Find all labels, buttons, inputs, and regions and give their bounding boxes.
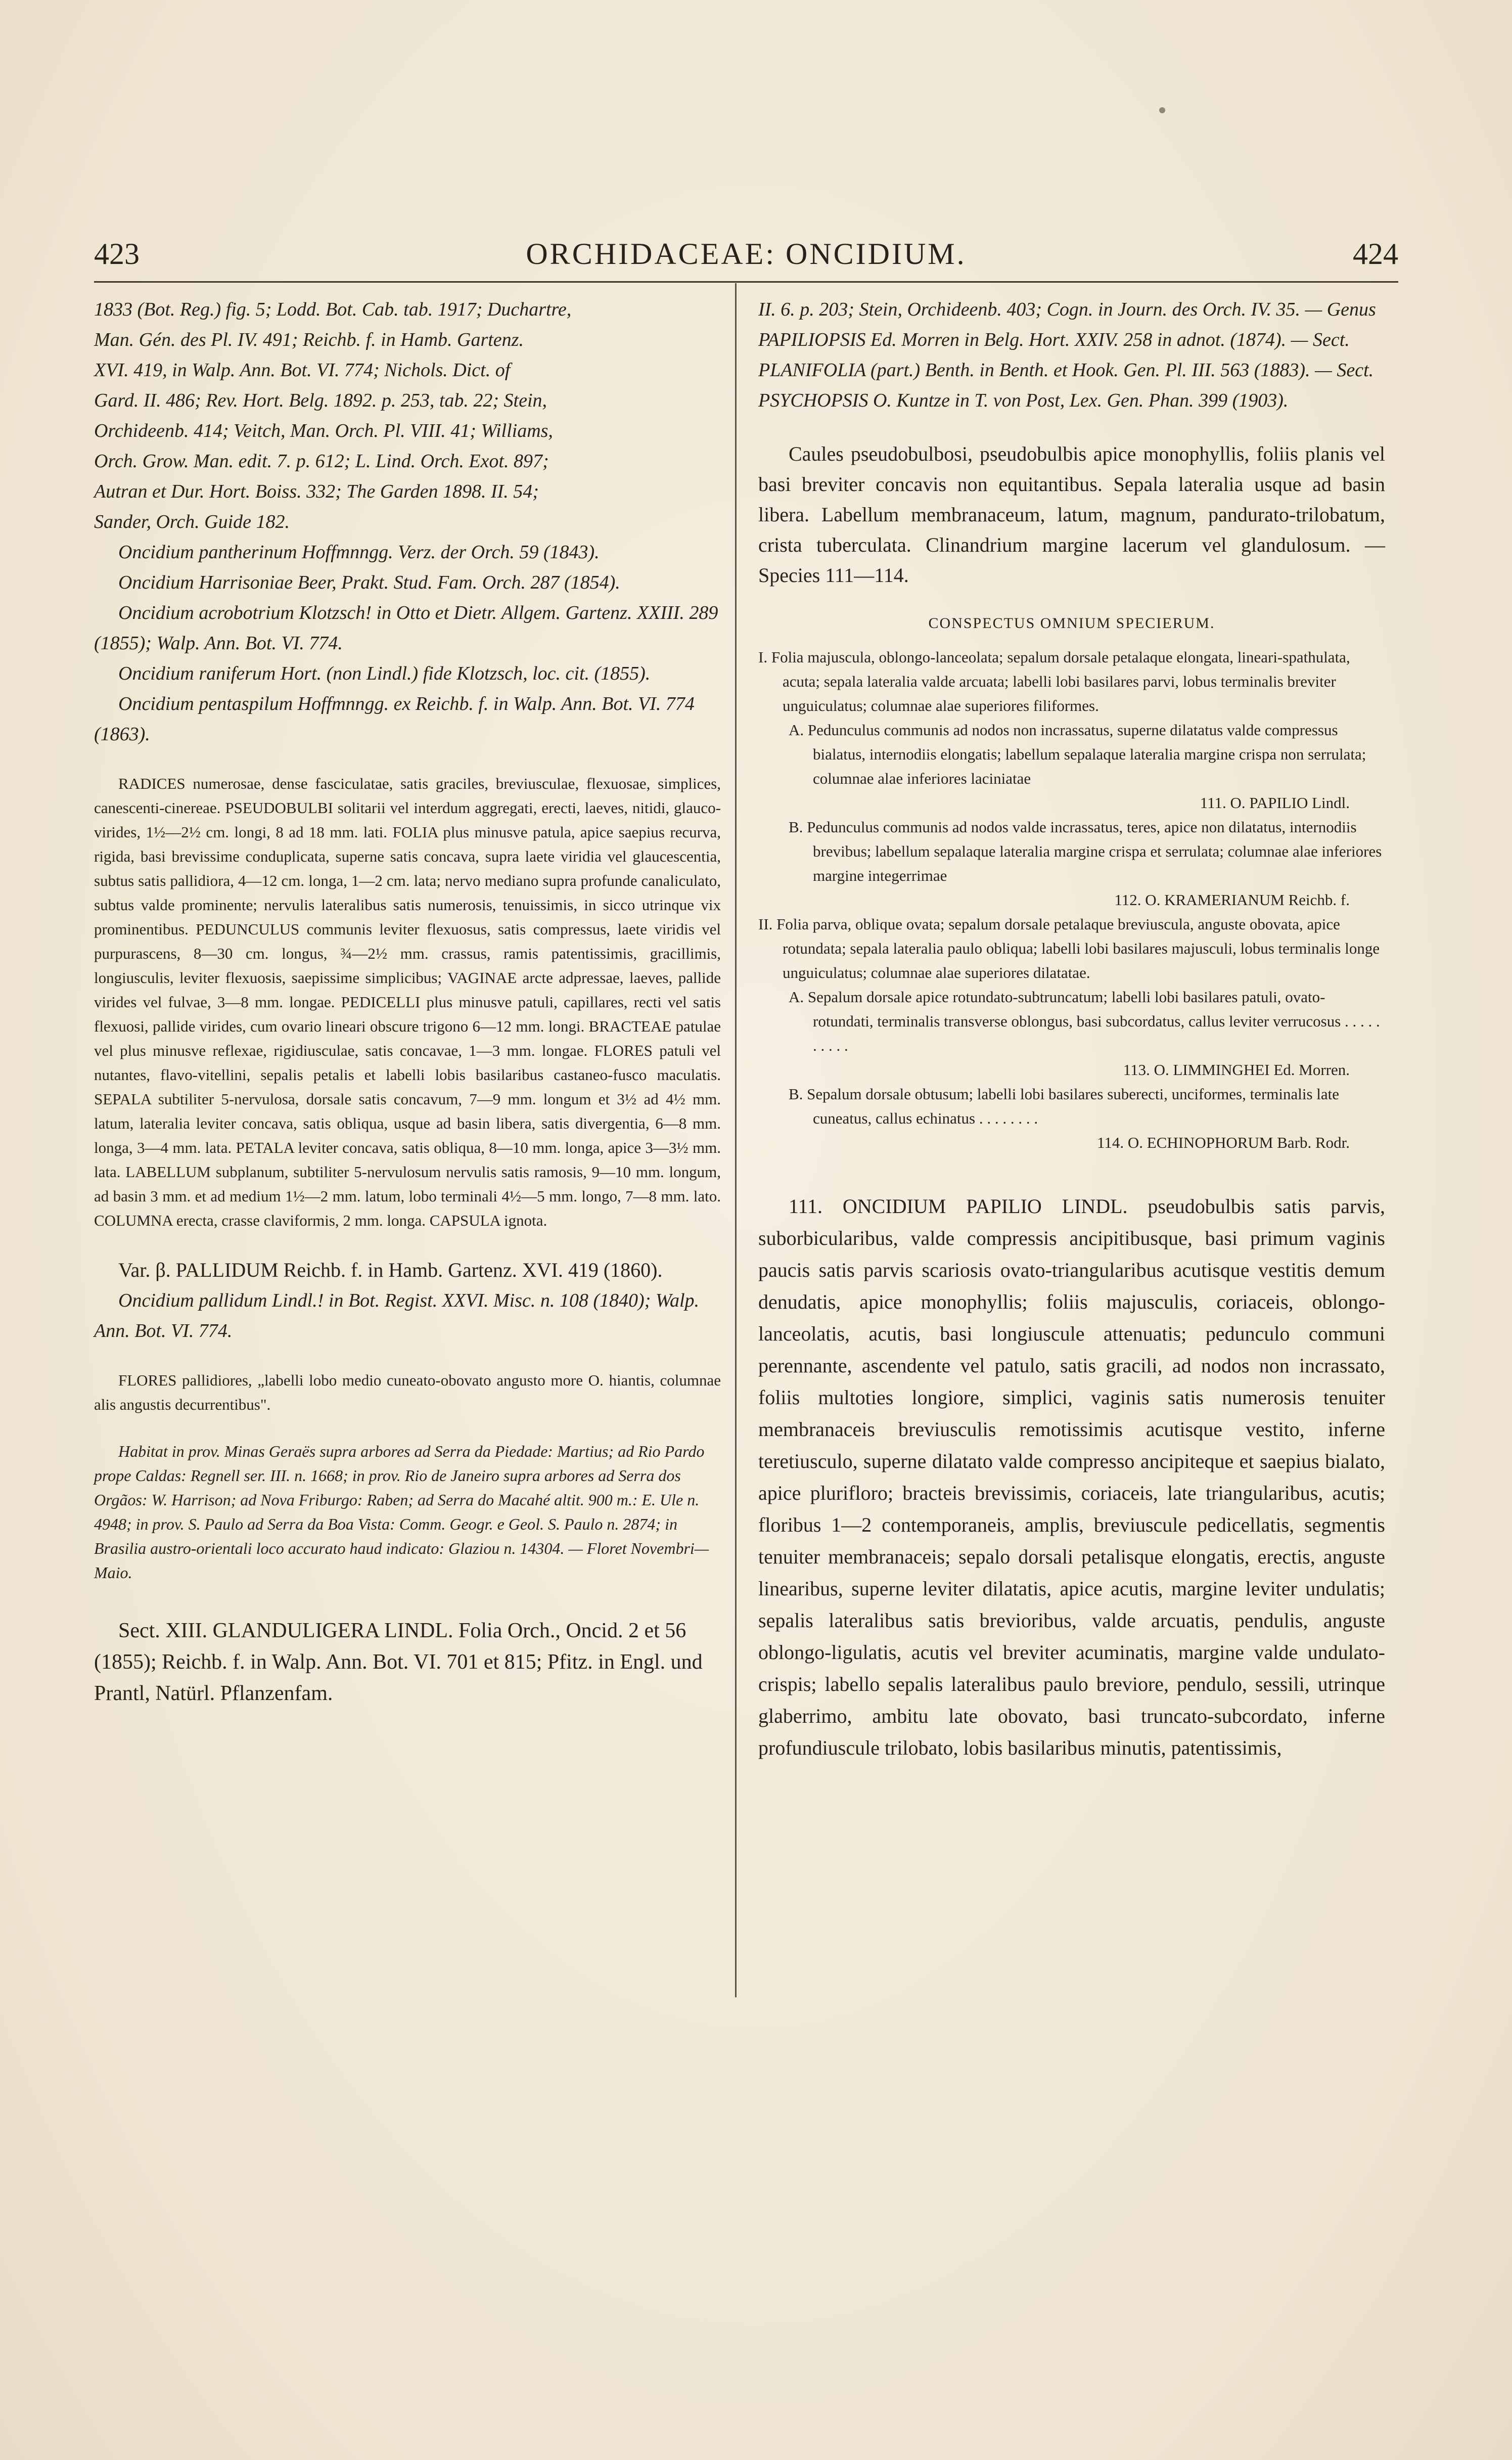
citation-line: Orch. Grow. Man. edit. 7. p. 612; L. Lind. Orch. Exot. 897; (94, 451, 549, 472)
key-species-113: 113. O. LIMMINGHEI Ed. Morren. (1123, 1061, 1350, 1079)
key-species-111: 111. O. PAPILIO Lindl. (1200, 794, 1350, 812)
key-lead-IIA: A. Sepalum dorsale apice rotundato-subtruncatum; labelli lobi basilares patuli, ovato-rotundati, terminalis transverse oblongus, basi subcordatus, callus leviter verrucosus . . . . . . . . . . (789, 988, 1380, 1054)
variety-description: FLORES pallidiores, „labelli lobo medio cuneato-obovato angusto more O. hiantis, columnae alis angustis decurrentibus". (94, 1371, 721, 1413)
synonym: Oncidium Harrisoniae Beer, Prakt. Stud. Fam. Orch. 287 (1854). (118, 572, 620, 593)
section-heading: Sect. XIII. GLANDULIGERA LINDL. Folia Orch., Oncid. 2 et 56 (1855); Reichb. f. in Walp. Ann. Bot. VI. 701 et 815; Pfitz. in Engl. und Prantl, Natürl. Pflanzenfam. (94, 1619, 703, 1705)
key-lead-II: II. Folia parva, oblique ovata; sepalum dorsale petalaque breviuscula, anguste obovata, apice rotundata; sepala lateralia paulo obliqua; labelli lobi basilares majusculi, lobus terminalis longe unguiculatus; columnae alae superiores dilatatae. (758, 915, 1380, 981)
synonym: Oncidium pentaspilum Hoffmnngg. ex Reichb. f. in Walp. Ann. Bot. VI. 774 (1863). (94, 693, 695, 745)
synonym-list (94, 537, 721, 749)
section-description: Caules pseudobulbosi, pseudobulbis apice monophyllis, foliis planis vel basi breviter concavis non equitantibus. Sepala lateralia usque ad basin libera. Labellum membranaceum, latum, magnum, pandurato-trilobatum, crista tuberculata. Clinandrium margine lacerum vel glandulosum. — Species 111—114. (758, 442, 1385, 587)
key-lead-IIB: B. Sepalum dorsale obtusum; labelli lobi basilares suberecti, unciformes, terminalis late cuneatus, callus echinatus . . . . . . . . (789, 1085, 1340, 1127)
synonym: Oncidium pantherinum Hoffmnngg. Verz. der Orch. 59 (1843). (118, 542, 600, 563)
citation-line: Man. Gén. des Pl. IV. 491; Reichb. f. in Hamb. Gartenz. (94, 329, 524, 350)
key-lead-IB: B. Pedunculus communis ad nodos valde incrassatus, teres, apice non dilatatus, internodiis brevibus; labellum sepalaque lateralia margine crispa et serrulata; columnae alae inferiores margine integerrimae (789, 818, 1382, 884)
running-header (94, 237, 1398, 282)
citation-line: Autran et Dur. Hort. Boiss. 332; The Garden 1898. II. 54; (94, 481, 539, 502)
variety-heading: Var. β. PALLIDUM Reichb. f. in Hamb. Gartenz. XVI. 419 (1860). (118, 1259, 663, 1281)
header-rule (94, 281, 1398, 283)
key-species-114: 114. O. ECHINOPHORUM Barb. Rodr. (1096, 1134, 1350, 1151)
key-species-112: 112. O. KRAMERIANUM Reichb. f. (1114, 891, 1350, 909)
citation-line: Orchideenb. 414; Veitch, Man. Orch. Pl. VIII. 41; Williams, (94, 420, 553, 441)
conspectus-heading: CONSPECTUS OMNIUM SPECIERUM. (928, 615, 1215, 632)
variety-synonym: Oncidium pallidum Lindl.! in Bot. Regist. XXVI. Misc. n. 108 (1840); Walp. Ann. Bot. VI. 774. (94, 1290, 700, 1341)
key-lead-IA: A. Pedunculus communis ad nodos non incrassatus, superne dilatatus valde compressus bialatus, internodiis elongatis; labellum sepalaque lateralia margine crispa non serrulata; columnae alae inferiores laciniatae (789, 721, 1366, 787)
paper-speck (1159, 107, 1165, 113)
key-lead-I: I. Folia majuscula, oblongo-lanceolata; sepalum dorsale petalaque elongata, lineari-spathulata, acuta; sepala lateralia valde arcuata; labelli lobi basilares parvi, lobus terminalis breviter unguiculatus; columnae alae superiores filiformes. (758, 648, 1350, 714)
synonym: Oncidium raniferum Hort. (non Lindl.) fide Klotzsch, loc. cit. (1855). (118, 663, 651, 684)
species-111-description: 111. ONCIDIUM PAPILIO LINDL. pseudobulbis satis parvis, suborbicularibus, valde compressis ancipitibusque, basi primum vaginis paucis satis parvis scariosis ovato-triangularibus acutisque vestitis demum denudatis, apice monophyllis; foliis majusculis, coriaceis, oblongo-lanceolatis, acutis, basi longiuscule attenuatis; pedunculo communi perennante, ascendente vel patulo, satis gracili, ad nodos non incrassato, foliis multoties longiore, simplici, vaginis satis numerosis tenuiter membranaceis breviusculis remotissimis acutisque vestito, inferne teretiusculo, superne dilatato valde compresso ancipiteque et saepius bialato, apice plurifloro; bracteis brevissimis, coriaceis, late triangularibus, acutis; floribus 1—2 contemporaneis, amplis, breviuscule pedicellatis, segmentis tenuiter membranaceis; sepalo dorsali petalisque elongatis, erectis, anguste linearibus, superne leviter dilatatis, apice acutis, margine leviter undulatis; sepalis lateralibus satis brevioribus, valde arcuatis, pendulis, anguste oblongo-ligulatis, acutis vel breviter acuminatis, margine valde undulato-crispis; labello sepalis lateralibus paulo breviore, pendulo, sessili, utrinque glaberrimo, ambitu late obovato, basi truncato-subcordato, inferne profundiuscule trilobato, lobis basilaribus minutis, patentissimis, (758, 1195, 1385, 1759)
column-divider (735, 283, 737, 1997)
citation-block (94, 294, 721, 537)
citation-line: 1833 (Bot. Reg.) fig. 5; Lodd. Bot. Cab. tab. 1917; Duchartre, (94, 299, 572, 320)
right-column (758, 294, 1385, 1764)
left-column (94, 294, 721, 1709)
citation-line: XVI. 419, in Walp. Ann. Bot. VI. 774; Nichols. Dict. of (94, 360, 511, 381)
right-page-number: 424 (1353, 237, 1398, 271)
habitat-paragraph: Habitat in prov. Minas Geraës supra arbores ad Serra da Piedade: Martius; ad Rio Pardo prope Caldas: Regnell ser. III. n. 1668; in prov. Rio de Janeiro supra arbores ad Serra dos Orgãos: W. Harrison; ad Nova Friburgo: Raben; ad Serra do Macahé altit. 900 m.: E. Ule n. 4948; in prov. S. Paulo ad Serra da Boa Vista: Comm. Geogr. e Geol. S. Paulo n. 2874; in Brasilia austro-orientali loco accurato haud indicato: Glaziou n. 14304. — Floret Novembri—Maio. (94, 1442, 709, 1582)
citation-line: Gard. II. 486; Rev. Hort. Belg. 1892. p. 253, tab. 22; Stein, (94, 390, 547, 411)
synonym: Oncidium acrobotrium Klotzsch! in Otto et Dietr. Allgem. Gartenz. XXIII. 289 (1855); Walp. Ann. Bot. VI. 774. (94, 602, 718, 654)
citation-line: Sander, Orch. Guide 182. (94, 511, 290, 532)
species-key (758, 645, 1385, 1155)
running-title: ORCHIDACEAE: ONCIDIUM. (526, 237, 967, 271)
section-citation-continued: II. 6. p. 203; Stein, Orchideenb. 403; Cogn. in Journ. des Orch. IV. 35. — Genus PAPILIOPSIS Ed. Morren in Belg. Hort. XXIV. 258 in adnot. (1874). — Sect. PLANIFOLIA (part.) Benth. in Benth. et Hook. Gen. Pl. III. 563 (1883). — Sect. PSYCHOPSIS O. Kuntze in T. von Post, Lex. Gen. Phan. 399 (1903). (758, 299, 1376, 411)
left-page-number: 423 (94, 237, 140, 271)
species-description: RADICES numerosae, dense fasciculatae, satis graciles, breviusculae, flexuosae, simplices, canescenti-cinereae. PSEUDOBULBI solitarii vel interdum aggregati, erecti, laeves, nitidi, glauco-virides, 1½—2½ cm. longi, 8 ad 18 mm. lati. FOLIA plus minusve patula, apice saepius recurva, rigida, basi brevissime conduplicata, superne satis concava, supra laete viridia vel glaucescentia, subtus satis pallidiora, 4—12 cm. longa, 1—2 cm. lata; nervo mediano supra profunde canaliculato, subtus valde prominente; nervulis lateralibus satis numerosis, tenuissimis, in sicco utrinque vix prominentibus. PEDUNCULUS communis leviter flexuosus, satis compressus, laete viridis vel purpurascens, 8—30 cm. longus, ¾—2½ mm. crassus, ramis patentissimis, gracillimis, longiusculis, leviter flexuosis, saepissime simplicibus; VAGINAE arcte adpressae, laeves, pallide virides vel fulvae, 3—8 mm. longae. PEDICELLI plus minusve patuli, capillares, recti vel satis flexuosi, pallide virides, cum ovario lineari obscure trigono 6—12 mm. longi. BRACTEAE patulae vel plus minusve reflexae, rigidiusculae, satis concavae, 1—3 mm. longae. FLORES patuli vel nutantes, flavo-vitellini, sepalis petalis et labelli lobis basilaribus castaneo-fusco maculatis. SEPALA subtiliter 5-nervulosa, dorsale satis concavum, 7—9 mm. longum et 3½ ad 4½ mm. latum, lateralia leviter concava, satis obliqua, usque ad basin libera, satis divergentia, 6—8 mm. longa, 3—4 mm. lata. PETALA leviter concava, satis obliqua, 8—10 mm. longa, apice 3—3½ mm. lata. LABELLUM subplanum, subtiliter 5-nervulosum nervulis satis ramosis, 9—10 mm. longum, ad basin 3 mm. et ad medium 1½—2 mm. latum, lobo terminali 4½—5 mm. longo, 7—8 mm. lato. COLUMNA erecta, crasse claviformis, 2 mm. longa. CAPSULA ignota. (94, 775, 721, 1229)
